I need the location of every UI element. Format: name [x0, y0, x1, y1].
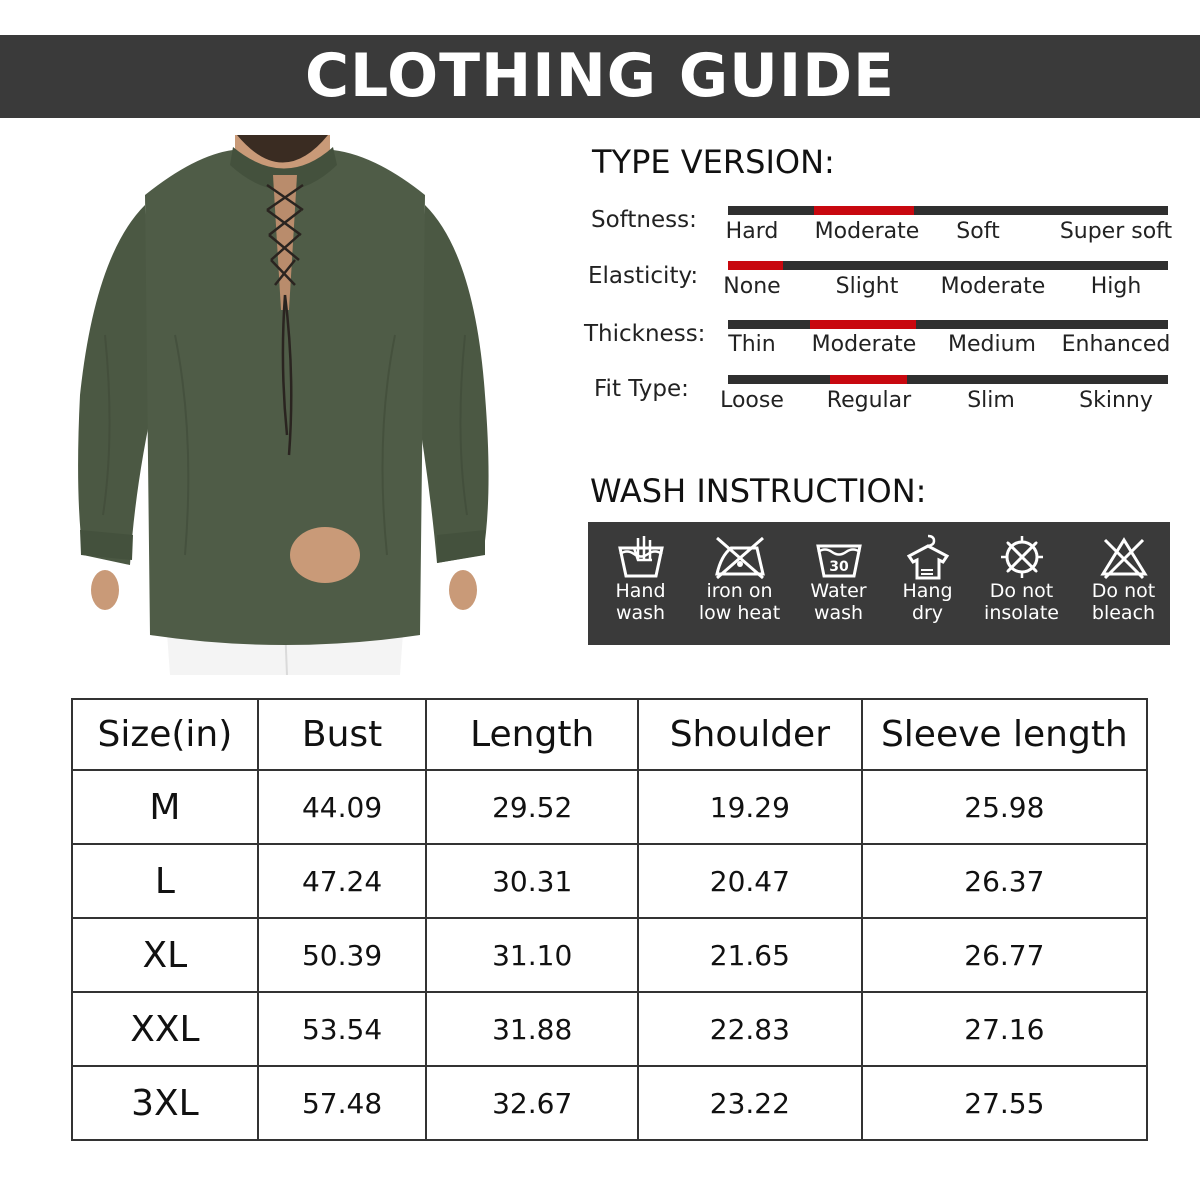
- bust-cell: 57.48: [258, 1066, 427, 1140]
- sleeve-length-cell: 27.55: [862, 1066, 1147, 1140]
- hang-dry-label: Hang dry: [902, 580, 953, 624]
- thickness-option-thin: Thin: [728, 332, 776, 357]
- water-wash-label: Water wash: [810, 580, 867, 624]
- header-size: Size(in): [72, 699, 258, 770]
- softness-label: Softness:: [591, 207, 697, 233]
- bust-cell: 47.24: [258, 844, 427, 918]
- elasticity-option-high: High: [1090, 274, 1142, 299]
- shoulder-cell: 19.29: [638, 770, 862, 844]
- sleeve-length-cell: 26.77: [862, 918, 1147, 992]
- length-cell: 29.52: [426, 770, 638, 844]
- iron-low-heat-label: iron on low heat: [698, 580, 781, 624]
- table-header-row: [72, 699, 1147, 770]
- thickness-label: Thickness:: [584, 321, 706, 347]
- header-length: Length: [426, 699, 638, 770]
- table-row: [72, 770, 1147, 844]
- bust-cell: 44.09: [258, 770, 427, 844]
- fit-type-option-skinny: Skinny: [1079, 388, 1153, 413]
- header-banner: [0, 35, 1200, 118]
- fit-type-label: Fit Type:: [594, 376, 689, 402]
- elasticity-option-moderate: Moderate: [940, 274, 1046, 299]
- wash-item-hang-dry: [879, 522, 976, 645]
- length-cell: 32.67: [426, 1066, 638, 1140]
- size-chart-table: [71, 698, 1148, 1141]
- elasticity-label: Elasticity:: [588, 263, 699, 289]
- sleeve-length-cell: 25.98: [862, 770, 1147, 844]
- header-shoulder: Shoulder: [638, 699, 862, 770]
- size-cell: XXL: [72, 992, 258, 1066]
- fit-type-option-regular: Regular: [826, 388, 912, 413]
- softness-bar: [728, 206, 1168, 215]
- wash-instruction-title: WASH INSTRUCTION:: [590, 472, 927, 510]
- shoulder-cell: 20.47: [638, 844, 862, 918]
- fit-type-bar: [728, 375, 1168, 384]
- softness-option-soft: Soft: [956, 219, 1000, 244]
- size-cell: M: [72, 770, 258, 844]
- bust-cell: 53.54: [258, 992, 427, 1066]
- product-photo: [75, 135, 495, 675]
- length-cell: 30.31: [426, 844, 638, 918]
- header-sleeve-length: Sleeve length: [862, 699, 1147, 770]
- page-title: CLOTHING GUIDE: [304, 41, 896, 111]
- wash-item-do-not-bleach: [1075, 522, 1172, 645]
- softness-option-super-soft: Super soft: [1059, 219, 1173, 244]
- wash-item-hand-wash: [592, 522, 689, 645]
- thickness-option-moderate: Moderate: [811, 332, 917, 357]
- sleeve-length-cell: 27.16: [862, 992, 1147, 1066]
- hang-dry-icon: [901, 534, 955, 580]
- table-row: [72, 918, 1147, 992]
- softness-selected-segment: [814, 206, 914, 215]
- do-not-bleach-label: Do not bleach: [1091, 580, 1156, 624]
- elasticity-option-slight: Slight: [835, 274, 899, 299]
- table-row: [72, 844, 1147, 918]
- shoulder-cell: 23.22: [638, 1066, 862, 1140]
- do-not-bleach-icon: [1097, 534, 1151, 580]
- type-version-title: TYPE VERSION:: [592, 143, 835, 181]
- length-cell: 31.88: [426, 992, 638, 1066]
- wash-item-water-wash: [790, 522, 887, 645]
- water-wash-30-icon: [812, 534, 866, 580]
- size-cell: XL: [72, 918, 258, 992]
- shoulder-cell: 22.83: [638, 992, 862, 1066]
- softness-option-hard: Hard: [725, 219, 779, 244]
- elasticity-bar: [728, 261, 1168, 270]
- svg-text:30: 30: [829, 559, 849, 575]
- wash-item-iron: [691, 522, 788, 645]
- fit-type-option-slim: Slim: [967, 388, 1015, 413]
- fit-type-selected-segment: [830, 375, 907, 384]
- hand-wash-icon: [614, 534, 668, 580]
- shoulder-cell: 21.65: [638, 918, 862, 992]
- thickness-option-medium: Medium: [948, 332, 1036, 357]
- fit-type-option-loose: Loose: [720, 388, 784, 413]
- bust-cell: 50.39: [258, 918, 427, 992]
- length-cell: 31.10: [426, 918, 638, 992]
- do-not-insolate-label: Do not insolate: [984, 580, 1059, 624]
- thickness-bar: [728, 320, 1168, 329]
- size-cell: 3XL: [72, 1066, 258, 1140]
- size-cell: L: [72, 844, 258, 918]
- wash-instruction-panel: [588, 522, 1170, 645]
- hand-wash-label: Hand wash: [615, 580, 666, 624]
- thickness-selected-segment: [810, 320, 916, 329]
- sleeve-length-cell: 26.37: [862, 844, 1147, 918]
- table-row: [72, 1066, 1147, 1140]
- elasticity-selected-segment: [728, 261, 783, 270]
- softness-option-moderate: Moderate: [814, 219, 920, 244]
- wash-item-do-not-insolate: [973, 522, 1070, 645]
- table-row: [72, 992, 1147, 1066]
- iron-low-heat-icon: [713, 534, 767, 580]
- do-not-insolate-icon: [995, 534, 1049, 580]
- elasticity-option-none: None: [723, 274, 781, 299]
- header-bust: Bust: [258, 699, 427, 770]
- thickness-option-enhanced: Enhanced: [1061, 332, 1171, 357]
